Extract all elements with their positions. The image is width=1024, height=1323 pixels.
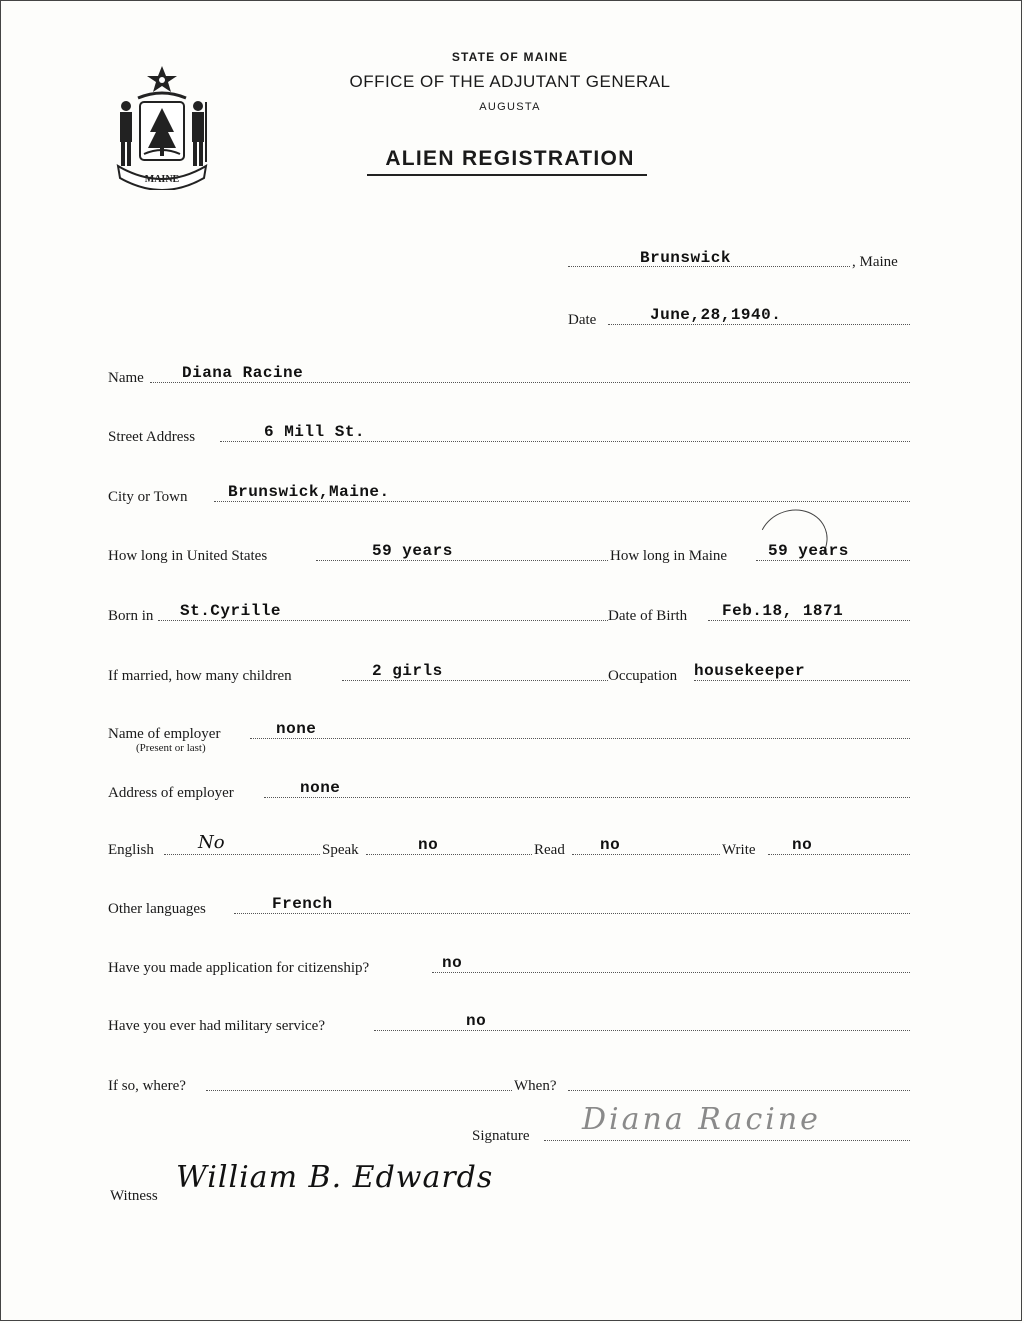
witness-value[interactable]: William B. Edwards — [176, 1160, 494, 1195]
english-line — [164, 854, 320, 855]
occupation-line — [694, 680, 910, 681]
how-long-us-line — [316, 560, 608, 561]
when-label: When? — [514, 1078, 557, 1094]
signature-line — [544, 1140, 910, 1141]
military-line — [374, 1030, 910, 1031]
employer-name-value[interactable]: none — [276, 720, 317, 738]
citizenship-line — [432, 972, 910, 973]
military-value[interactable]: no — [466, 1012, 487, 1030]
born-in-value[interactable]: St.Cyrille — [180, 602, 282, 620]
seal-banner-text: MAINE — [144, 174, 180, 185]
speak-label: Speak — [322, 842, 359, 858]
date-of-birth-line — [708, 620, 910, 621]
employer-name-sublabel: (Present or last) — [136, 742, 206, 754]
header-state: STATE OF MAINE — [451, 50, 569, 64]
how-long-us-label: How long in United States — [108, 548, 268, 564]
city-line — [214, 501, 910, 502]
read-label: Read — [534, 842, 565, 858]
date-label: Date — [568, 312, 597, 328]
military-label: Have you ever had military service? — [108, 1018, 325, 1034]
city-value[interactable]: Brunswick,Maine. — [228, 483, 390, 501]
citizenship-value[interactable]: no — [442, 954, 463, 972]
how-long-us-value[interactable]: 59 years — [372, 542, 453, 560]
write-value[interactable]: no — [792, 836, 813, 854]
other-languages-label: Other languages — [108, 901, 206, 917]
speak-value[interactable]: no — [418, 836, 439, 854]
how-long-maine-value[interactable]: 59 years — [768, 542, 849, 560]
speak-line — [366, 854, 532, 855]
name-label: Name — [108, 370, 144, 386]
street-label: Street Address — [108, 429, 196, 445]
form-title: ALIEN REGISTRATION — [385, 147, 635, 170]
state-seal-icon — [108, 62, 216, 190]
name-value[interactable]: Diana Racine — [182, 364, 304, 382]
employer-name-label: Name of employer — [108, 726, 221, 742]
born-in-line — [158, 620, 608, 621]
citizenship-label: Have you made application for citizenship? — [108, 960, 370, 976]
read-line — [572, 854, 720, 855]
employer-address-line — [264, 797, 910, 798]
header-office: OFFICE OF THE ADJUTANT GENERAL — [349, 72, 671, 91]
english-label: English — [108, 842, 154, 858]
employer-name-line — [250, 738, 910, 739]
how-long-maine-label: How long in Maine — [610, 548, 728, 564]
other-languages-line — [234, 913, 910, 914]
date-of-birth-value[interactable]: Feb.18, 1871 — [722, 602, 844, 620]
occupation-value[interactable]: housekeeper — [694, 662, 806, 680]
date-value[interactable]: June,28,1940. — [650, 306, 782, 324]
write-label: Write — [722, 842, 756, 858]
read-value[interactable]: no — [600, 836, 621, 854]
employer-address-value[interactable]: none — [300, 779, 341, 797]
other-languages-value[interactable]: French — [272, 895, 333, 913]
date-line — [608, 324, 910, 325]
witness-label: Witness — [110, 1188, 158, 1204]
name-line — [150, 382, 910, 383]
street-line — [220, 441, 910, 442]
signature-label: Signature — [472, 1128, 530, 1144]
children-line — [342, 680, 608, 681]
signature-value[interactable]: Diana Racine — [582, 1102, 821, 1137]
if-so-where-line — [206, 1090, 512, 1091]
if-so-where-label: If so, where? — [108, 1078, 186, 1094]
street-value[interactable]: 6 Mill St. — [264, 423, 366, 441]
header-city: AUGUSTA — [479, 101, 541, 113]
occupation-label: Occupation — [608, 668, 678, 684]
born-in-label: Born in — [108, 608, 154, 624]
children-label: If married, how many children — [108, 668, 292, 684]
employer-address-label: Address of employer — [108, 785, 234, 801]
date-of-birth-label: Date of Birth — [608, 608, 688, 624]
children-value[interactable]: 2 girls — [372, 662, 443, 680]
place-value[interactable]: Brunswick — [640, 249, 731, 267]
city-label: City or Town — [108, 489, 188, 505]
write-line — [768, 854, 910, 855]
english-value[interactable]: No — [198, 832, 225, 853]
when-line — [568, 1090, 910, 1091]
place-suffix: , Maine — [852, 254, 898, 270]
title-underline — [367, 174, 647, 176]
